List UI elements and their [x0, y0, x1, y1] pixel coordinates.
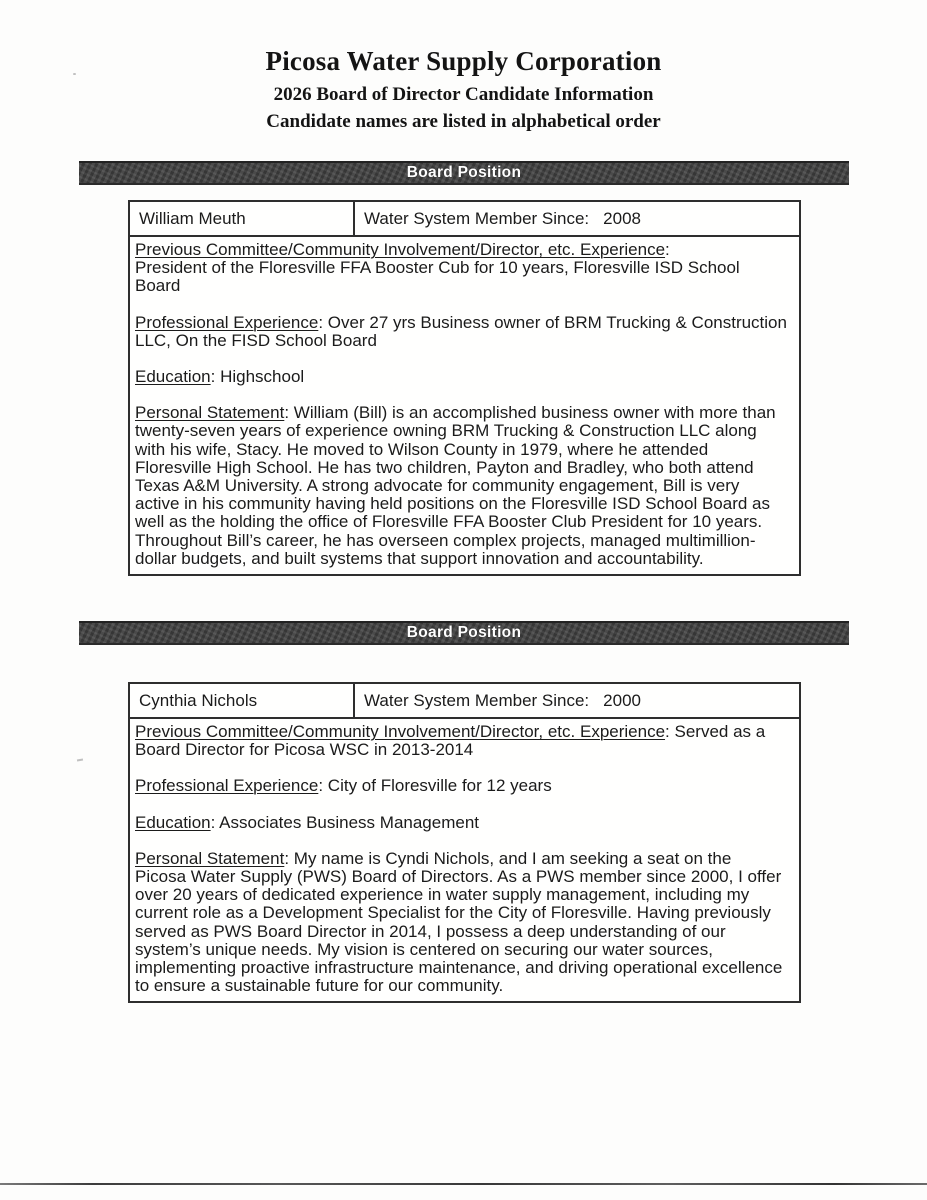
- education-text: Associates Business Management: [219, 812, 480, 832]
- professional-experience-label: Professional Experience: [135, 776, 319, 796]
- candidate-name: William Meuth: [130, 202, 355, 235]
- label-colon: :: [665, 722, 670, 741]
- label-colon: :: [210, 367, 216, 387]
- label-colon: :: [210, 812, 216, 832]
- label-colon: :: [284, 403, 290, 423]
- member-since-value: 2000: [603, 690, 641, 710]
- member-since-label: Water System Member Since:: [364, 208, 590, 228]
- previous-experience-label: Previous Committee/Community Involvement/Director, etc. Experience: [135, 240, 666, 259]
- label-colon: :: [318, 776, 324, 796]
- candidate-card-body: [130, 237, 799, 574]
- previous-experience-text: Served as a Board Director for Picosa WSC in 2013-2014: [135, 722, 766, 760]
- board-position-banner-label: Board Position: [406, 624, 522, 641]
- scan-artifact: [73, 73, 76, 75]
- page-bottom-rule: [0, 1183, 927, 1185]
- candidate-card-body: [130, 719, 799, 1001]
- education-label: Education: [135, 812, 211, 832]
- education-label: Education: [135, 367, 211, 387]
- candidate-card-header: [130, 684, 799, 719]
- previous-experience-field: [135, 241, 787, 296]
- label-colon: :: [318, 312, 324, 332]
- previous-experience-text: President of the Floresville FFA Booster Cub for 10 years, Floresville ISD School Board: [135, 258, 740, 296]
- professional-experience-text: City of Floresville for 12 years: [327, 776, 552, 796]
- professional-experience-text: Over 27 yrs Business owner of BRM Trucking & Construction LLC, On the FISD School Board: [135, 312, 787, 350]
- page-subtitle-note: Candidate names are listed in alphabetical order: [266, 111, 661, 132]
- personal-statement-text: William (Bill) is an accomplished business owner with more than twenty-seven years of experience owning BRM Trucking & Construction LLC along with his wife, Stacy. He moved to Wilson County in 1979, where he attended Floresville High School. He has two children, Payton and Bradley, who both attend Texas A&M University. A strong advocate for community engagement, Bill is very active in his community having held positions on the Floresville ISD School Board as well as the holding the office of Floresville FFA Booster Club President for 10 years. Throughout Bill’s career, he has overseen complex projects, managed multimillion-dollar budgets, and built systems that support innovation and accountability.: [135, 403, 776, 568]
- previous-experience-field: [135, 723, 787, 759]
- member-since-cell: [355, 684, 799, 717]
- document-heading: [0, 46, 927, 135]
- personal-statement-label: Personal Statement: [135, 403, 285, 423]
- education-field: [135, 814, 787, 832]
- candidate-card-william-meuth: [128, 200, 801, 576]
- member-since-value: 2008: [603, 208, 641, 228]
- personal-statement-field: [135, 850, 787, 996]
- education-field: [135, 368, 787, 386]
- professional-experience-field: [135, 314, 787, 350]
- scan-artifact: [77, 758, 83, 761]
- page-title: Picosa Water Supply Corporation: [265, 46, 662, 76]
- board-position-banner: [79, 161, 849, 185]
- professional-experience-label: Professional Experience: [135, 312, 319, 332]
- label-colon: :: [665, 240, 670, 259]
- board-position-banner: [79, 621, 849, 645]
- education-text: Highschool: [220, 367, 305, 387]
- personal-statement-label: Personal Statement: [135, 848, 285, 868]
- candidate-name: Cynthia Nichols: [130, 684, 355, 717]
- candidate-card-header: [130, 202, 799, 237]
- member-since-label: Water System Member Since:: [364, 690, 590, 710]
- personal-statement-field: [135, 404, 787, 568]
- previous-experience-label: Previous Committee/Community Involvement/Director, etc. Experience: [135, 722, 666, 741]
- page-subtitle: 2026 Board of Director Candidate Information: [273, 84, 654, 105]
- label-colon: :: [284, 848, 290, 868]
- professional-experience-field: [135, 777, 787, 795]
- personal-statement-text: My name is Cyndi Nichols, and I am seeking a seat on the Picosa Water Supply (PWS) Board of Directors. As a PWS member since 2000, I offer over 20 years of dedicated experience in water supply management, including my current role as a Development Specialist for the City of Floresville. Having previously served as PWS Board Director in 2014, I possess a deep understanding of our system’s unique needs. My vision is centered on securing our water sources, implementing proactive infrastructure maintenance, and driving operational excellence to ensure a sustainable future for our community.: [135, 848, 783, 996]
- board-position-banner-label: Board Position: [406, 164, 522, 181]
- member-since-cell: [355, 202, 799, 235]
- candidate-card-cynthia-nichols: [128, 682, 801, 1003]
